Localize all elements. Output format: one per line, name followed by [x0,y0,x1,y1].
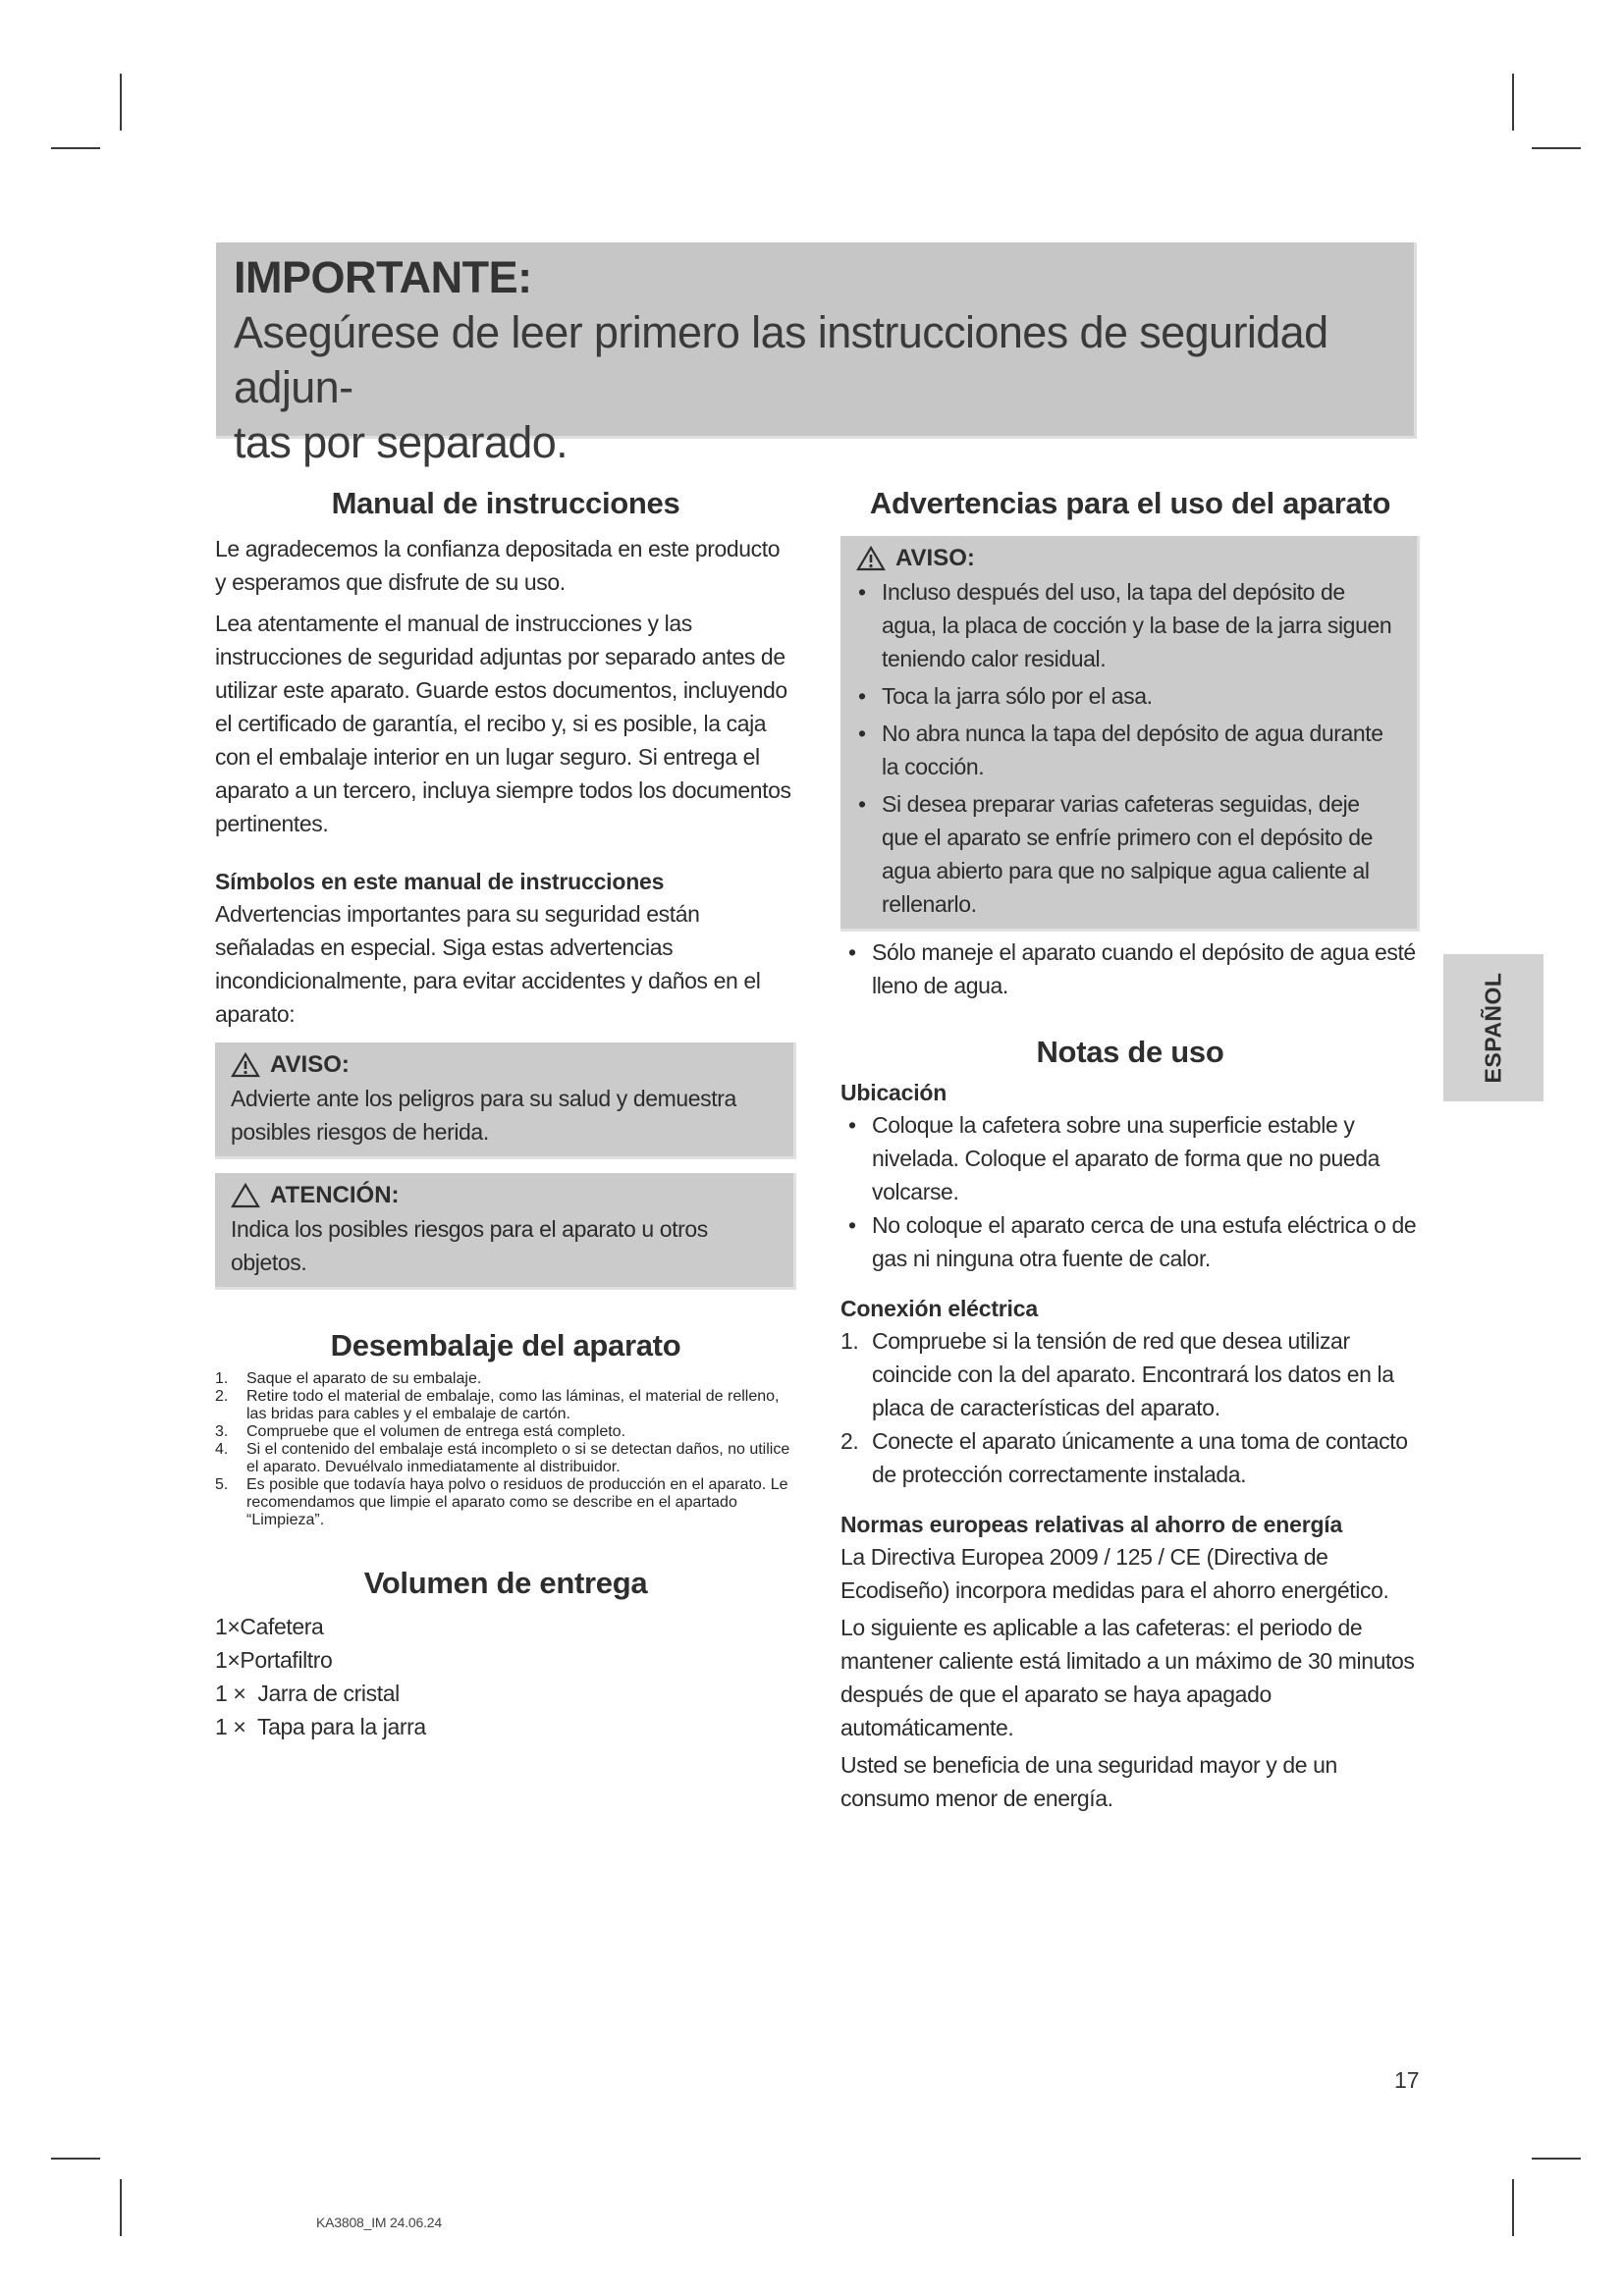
warnings-heading: Advertencias para el uso del aparato [869,486,1391,520]
footer-code: KA3808_IM 24.06.24 [316,2215,442,2230]
eu-heading: Normas europeas relativas al ahorro de energía [840,1512,1343,1537]
delivery-heading: Volumen de entrega [363,1566,648,1600]
eu-paragraph-2: Lo siguiente es aplicable a las cafeteras: el periodo de mantener caliente está limitado a un máximo de 30 minutos después de que el aparato se haya apagado automáticamente. [840,1615,1415,1740]
crop-mark [120,74,122,131]
list-item: 4. Si el contenido del embalaje está incompleto o si se detectan daños, no utilice el aparato. Devuélvalo inmediatamente al distribuidor. [215,1441,790,1475]
list-item: 1. Compruebe si la tensión de red que desea utilizar coincide con la del aparato. Encontrará los datos en la placa de características del aparato. [840,1328,1394,1420]
electric-heading: Conexión eléctrica [840,1296,1038,1321]
crop-mark [1532,147,1581,149]
list-item: • Sólo maneje el aparato cuando el depósito de agua esté lleno de agua. [848,939,1416,998]
list-item: 5. Es posible que todavía haya polvo o residuos de producción en el aparato. Le recomendamos que limpie el aparato como se describe en el apartado “Limpieza”. [215,1476,788,1528]
list-item: 2. Retire todo el material de embalaje, como las láminas, el material de relleno, las bridas para cables y el embalaje de cartón. [215,1388,780,1422]
usage-heading: Notas de uso [1036,1035,1224,1069]
list-item: • No abra nunca la tapa del depósito de agua durante la cocción. [858,721,1383,779]
eu-paragraph-1: La Directiva Europea 2009 / 125 / CE (Directiva de Ecodiseño) incorpora medidas para el ahorro energético. [840,1544,1389,1603]
atencion-box [215,1173,796,1290]
delivery-item: 1 × Jarra de cristal [215,1681,400,1706]
electric-steps [840,1324,1420,1491]
manual-paragraph-2: Lea atentamente el manual de instrucciones y las instrucciones de seguridad adjuntas por separado antes de utilizar este aparato. Guarde estos documentos, incluyendo el certificado de garantía, el recibo y, si es posible, la caja con el embalaje interior en un lugar seguro. Si entrega el aparato a un tercero, incluya siempre todos los documentos pertinentes. [215,611,791,836]
aviso-text: Advierte ante los peligros para su salud y demuestra posibles riesgos de herida. [231,1086,736,1145]
crop-mark [51,2158,100,2160]
warnings-list [850,575,1401,921]
location-heading: Ubicación [840,1080,947,1105]
location-list [840,1108,1420,1275]
warnings-aviso-label: AVISO: [895,545,975,571]
language-tab [1443,954,1543,1101]
eu-paragraph-3: Usted se beneficia de una seguridad mayor y de un consumo menor de energía. [840,1752,1337,1811]
symbols-text: Advertencias importantes para su seguridad están señaladas en especial. Siga estas advertencias incondicionalmente, para evitar accidentes y daños en el aparato: [215,901,761,1027]
crop-mark [1512,74,1514,131]
important-banner [216,242,1417,467]
atencion-label: ATENCIÓN: [270,1182,400,1208]
symbols-heading: Símbolos en este manual de instrucciones [215,869,665,894]
delivery-item: 1 × Tapa para la jarra [215,1714,426,1739]
list-item: • Toca la jarra sólo por el asa. [858,683,1153,709]
unpacking-steps [215,1370,796,1529]
list-item: • No coloque el aparato cerca de una estufa eléctrica o de gas ni ninguna otra fuente de calor. [848,1212,1417,1271]
list-item: • Coloque la cafetera sobre una superficie estable y nivelada. Coloque el aparato de forma que no pueda volcarse. [848,1112,1380,1204]
crop-mark [1512,2179,1514,2236]
delivery-item: 1×Cafetera [215,1614,324,1639]
left-column [215,483,796,1743]
crop-mark [51,147,100,149]
list-item: 1. Saque el aparato de su embalaje. [215,1370,482,1387]
manual-heading: Manual de instrucciones [331,486,680,520]
manual-paragraph-1: Le agradecemos la confianza depositada en este producto y esperamos que disfrute de su uso. [215,536,781,595]
crop-mark [1532,2158,1581,2160]
right-column [840,483,1420,1815]
language-tab-label: ESPAÑOL [1480,972,1506,1084]
warning-icon [856,546,886,571]
delivery-list [215,1610,796,1743]
list-item: 2. Conecte el aparato únicamente a una toma de contacto de protección correctamente instalada. [840,1428,1408,1487]
atencion-text: Indica los posibles riesgos para el aparato u otros objetos. [231,1216,708,1275]
banner-text-line2: tas por separado. [234,417,568,467]
caution-icon [231,1183,260,1208]
warnings-extra-list [840,935,1420,1002]
aviso-label: AVISO: [270,1051,350,1078]
unpacking-heading: Desembalaje del aparato [330,1328,681,1362]
warnings-aviso-box [840,536,1420,932]
page-number: 17 [1394,2067,1420,2093]
delivery-item: 1×Portafiltro [215,1647,333,1673]
banner-text-line1: Asegúrese de leer primero las instrucciones de seguridad adjun- [234,307,1328,412]
list-item: • Si desea preparar varias cafeteras seguidas, deje que el aparato se enfríe primero con el depósito de agua abierto para que no salpique agua caliente al rellenarlo. [858,791,1373,917]
list-item: • Incluso después del uso, la tapa del depósito de agua, la placa de cocción y la base de la jarra siguen teniendo calor residual. [858,579,1392,671]
banner-title: IMPORTANTE: [234,252,532,302]
list-item: 3. Compruebe que el volumen de entrega está completo. [215,1423,626,1440]
crop-mark [120,2179,122,2236]
warning-icon [231,1052,260,1078]
aviso-box [215,1042,796,1159]
